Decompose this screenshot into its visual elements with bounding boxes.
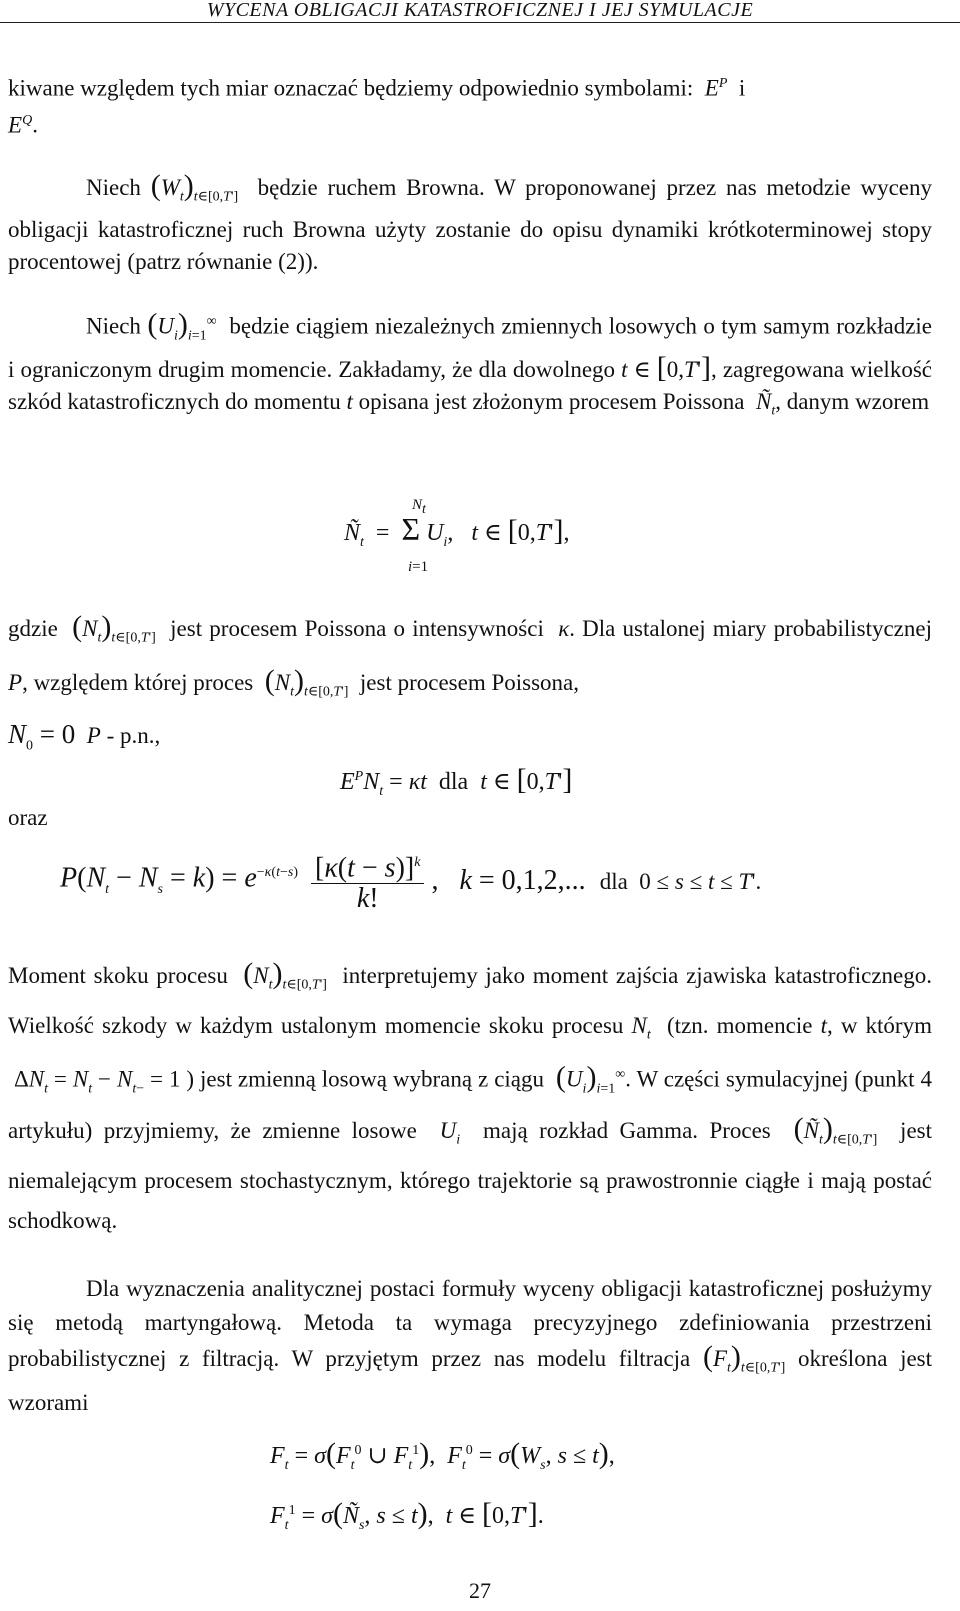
paragraph-4: gdzie $(N_t)_{t\in[0,T']}$ jest procesem Poissona o intensywności κ. Dla ustalonej miary probabilistycznej P, względem której proces $(N_t)_{t\in[0,T']}$ jest procesem Poissona, $N_0 = 0$ P - p.n., bbox=[8, 610, 932, 754]
running-header: WYCENA OBLIGACJI KATASTROFICZNEJ I JEJ SYMULACJE bbox=[0, 0, 960, 23]
paragraph-1: kiwane względem tych miar oznaczać będziemy odpowiednio symbolami: $E^P$ i $E^Q$. bbox=[8, 75, 746, 138]
paragraph-6: Moment skoku procesu $(N_t)_{t\in[0,T']}$ interpretujemy jako moment zajścia zjawiska katastroficznego. Wielkość szkody w każdym ustalonym momencie skoku procesu $N_t$ (tzn. momencie t, w którym $\Delta N_t = N_t - N_{t-} = 1$ ) jest zmienną losową wybraną z ciągu $(U_i)_{i=1}^\infty$. W części symulacyjnej (punkt 4 artykułu) przyjmiemy, że zmienne losowe $U_i$ mają rozkład Gamma. Proces $(Ñ_t)_{t\in[0,T']}$ jest niemalejącym procesem stochastycznym, którego trajektorie są prawostronnie ciągłe i mają postać schodkową. bbox=[8, 957, 933, 1234]
page-number: 27 bbox=[469, 1578, 491, 1603]
equation-expectation: $E^PN_t = \kappa t$ dla t ∈ [0,T'] bbox=[340, 763, 573, 799]
equation-filtration-2: $F_t^1$ = $\sigma(Ñ_s$, s ≤ t), t ∈ [0,T']. bbox=[270, 1497, 544, 1533]
equation-filtration-1: $F_t = \sigma(F_t^0$ ∪ $F_t^1$), $F_t^0 = \sigma(W_s$, s ≤ t), bbox=[270, 1437, 615, 1473]
equation-compound-poisson: $N_t$ $Ñ_t = \Sigma$ $U_i$, t ∈ [0,T'], i=1 bbox=[344, 497, 570, 575]
paragraph-3: Niech $(U_i)_{i=1}^\infty$ będzie ciągiem niezależnych zmiennych losowych o tym samym rozkładzie i ograniczonym drugim momencie. Zakładamy, że dla dowolnego t ∈ [0,T'], zagregowana wielkość szkód katastroficznych do momentu t opisana jest złożonym procesem Poissona $Ñ_t$, danym wzorem bbox=[8, 307, 933, 419]
paragraph-2: Niech $(W_t)_{t\in[0,T']}$ będzie ruchem Browna. W proponowanej przez nas metodzie wyceny obligacji katastroficznej ruch Browna użyty zostanie do opisu dynamiki krótkoterminowej stopy procentowej (patrz równanie (2)). bbox=[8, 169, 932, 274]
equation-poisson-increment: $P(N_t - N_s = k) = e^{-\kappa(t-s)}$ $\frac{[\kappa(t - s)]^k}{k!}$ , k = 0,1,2,... dla 0 ≤ s ≤ t ≤ T'. bbox=[60, 848, 920, 914]
paragraph-7: Dla wyznaczenia analitycznej postaci formuły wyceny obligacji katastroficznej posłużymy się metodą martyngałową. Metoda ta wymaga precyzyjnego zdefiniowania przestrzeni probabilistycznej z filtracją. W przyjętym przez nas modelu filtracja $(F_t)_{t\in[0,T']}$ określona jest wzorami bbox=[8, 1276, 933, 1415]
word-oraz: oraz bbox=[8, 805, 48, 830]
